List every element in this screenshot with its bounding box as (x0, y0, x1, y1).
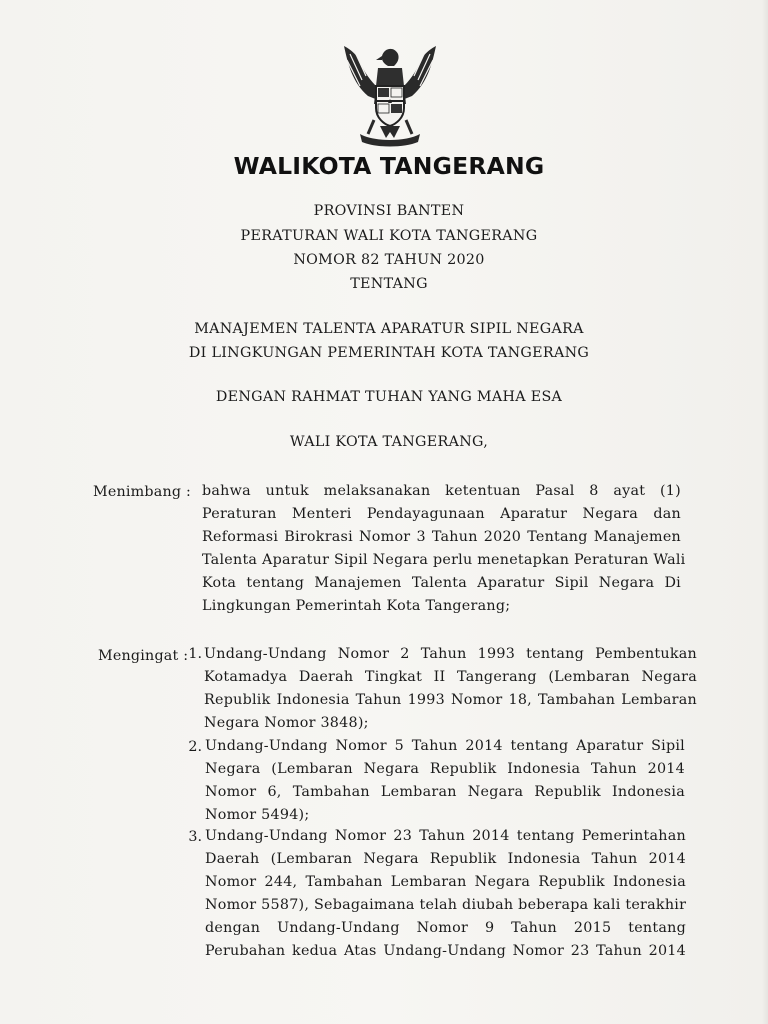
list-item-line: Nomor 5587), Sebagaimana telah diubah beberapa kali terakhir (205, 897, 687, 913)
menimbang-line: Lingkungan Pemerintah Kota Tangerang; (202, 598, 511, 614)
blessing-line: DENGAN RAHMAT TUHAN YANG MAHA ESA (215, 389, 563, 405)
authority-line: WALI KOTA TANGERANG, (289, 434, 489, 450)
list-item-line: Nomor 5494); (205, 807, 310, 823)
mengingat-label: Mengingat : (98, 648, 189, 664)
list-item-line: dengan Undang-Undang Nomor 9 Tahun 2015 tentang (205, 920, 686, 936)
list-item-line: Negara (Lembaran Negara Republik Indonesia Tahun 2014 (205, 761, 685, 777)
list-item-line: Kotamadya Daerah Tingkat II Tangerang (Lembaran Negara (204, 669, 697, 685)
menimbang-line: Peraturan Menteri Pendayagunaan Aparatur Negara dan (202, 506, 681, 522)
garuda-emblem-icon (338, 42, 442, 148)
subject-line-1: MANAJEMEN TALENTA APARATUR SIPIL NEGARA (194, 321, 584, 337)
list-item-line: Nomor 6, Tambahan Lembaran Negara Republik Indonesia (205, 784, 685, 800)
list-item-line: Undang-Undang Nomor 23 Tahun 2014 tentang Pemerintahan (205, 828, 686, 844)
list-item-line: Negara Nomor 3848); (204, 715, 369, 731)
regulation-number: NOMOR 82 TAHUN 2020 (293, 252, 485, 268)
list-item-line: Daerah (Lembaran Negara Republik Indonesia Tahun 2014 (205, 851, 686, 867)
list-item-number: 2. (188, 739, 202, 755)
list-item-line: Nomor 244, Tambahan Lembaran Negara Republik Indonesia (205, 874, 686, 890)
menimbang-line: Kota tentang Manajemen Talenta Aparatur Sipil Negara Di (202, 575, 681, 591)
menimbang-label: Menimbang : (93, 484, 192, 500)
about-line: TENTANG (350, 276, 428, 292)
subject-line-2: DI LINGKUNGAN PEMERINTAH KOTA TANGERANG (188, 345, 590, 361)
list-item-number: 1. (188, 646, 202, 662)
regulation-line: PERATURAN WALI KOTA TANGERANG (240, 228, 538, 244)
list-item-line: Undang-Undang Nomor 2 Tahun 1993 tentang Pembentukan (204, 646, 697, 662)
list-item-number: 3. (188, 829, 202, 845)
menimbang-line: Reformasi Birokrasi Nomor 3 Tahun 2020 Tentang Manajemen (202, 529, 681, 545)
list-item-line: Undang-Undang Nomor 5 Tahun 2014 tentang Aparatur Sipil (205, 738, 685, 754)
document-title: WALIKOTA TANGERANG (233, 152, 545, 180)
menimbang-line: bahwa untuk melaksanakan ketentuan Pasal 8 ayat (1) (202, 483, 681, 499)
province-line: PROVINSI BANTEN (313, 203, 465, 219)
list-item-line: Perubahan kedua Atas Undang-Undang Nomor 23 Tahun 2014 (205, 943, 686, 959)
menimbang-line: Talenta Aparatur Sipil Negara perlu menetapkan Peraturan Wali (202, 552, 686, 568)
list-item-line: Republik Indonesia Tahun 1993 Nomor 18, Tambahan Lembaran (204, 692, 697, 708)
